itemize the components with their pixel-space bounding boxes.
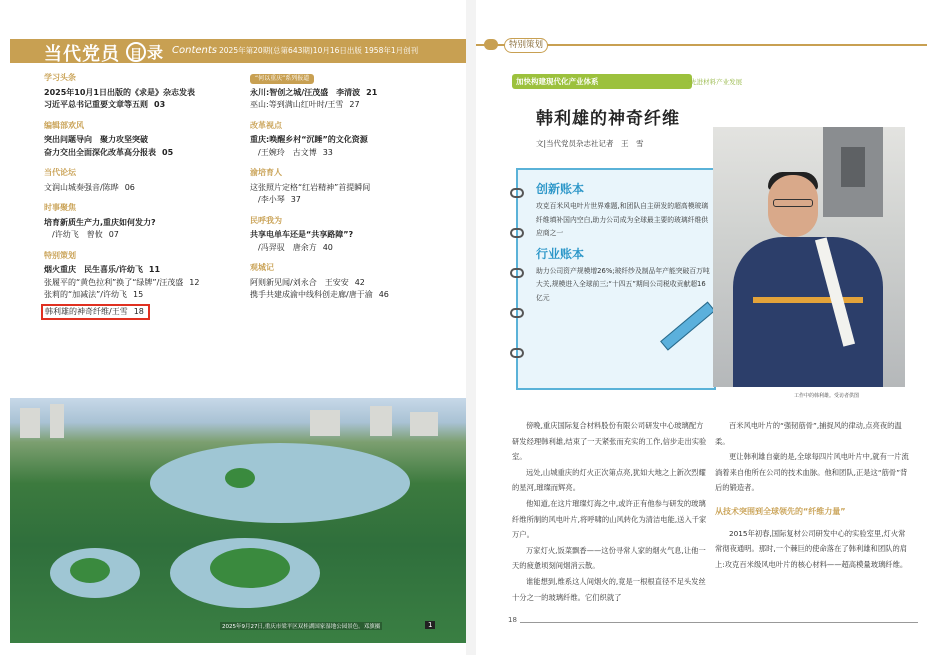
article-byline: 文|当代党员杂志社记者 王 雪 xyxy=(536,139,644,148)
photo-glasses xyxy=(773,199,813,207)
toc-entry-page: 05 xyxy=(162,147,174,157)
notebook-ring-icon xyxy=(510,228,524,238)
body-paragraph: 更让韩利雄自豪的是,全球每四片风电叶片中,就有一片流淌着来自他所在公司的技术血脉。他和团队,正是这“筋骨”背后的锻造者。 xyxy=(715,452,909,493)
toc-header xyxy=(10,39,466,63)
toc-entry-page: 42 xyxy=(354,277,365,287)
page-number-right: 18 xyxy=(508,616,520,624)
toc-entry-title: 韩利雄的神奇纤维/王雪 xyxy=(45,306,128,316)
photo-caption: 2025年9月27日,重庆市梁平区双桂湖国家湿地公园景色。邓旗摄 xyxy=(222,624,381,630)
toc-entry-title: 突出问题导向 聚力攻坚突破 xyxy=(44,135,148,144)
toc-column-left xyxy=(44,72,244,320)
toc-entry[interactable] xyxy=(250,147,450,160)
photo-machine-part xyxy=(841,147,865,187)
body-paragraph: 他知道,在这片璀璨灯海之中,或许正有他参与研发的玻璃纤维所制的风电叶片,将呼啸的山风转化为清洁电能,送入千家万户。 xyxy=(512,498,707,540)
section-tag: 特别策划 xyxy=(504,38,548,53)
toc-entry[interactable] xyxy=(44,217,244,230)
toc-entry-title: 张莉的“加减法”/许幼飞 xyxy=(44,290,127,299)
notebook-content xyxy=(536,180,712,305)
toc-entry-highlighted[interactable] xyxy=(41,304,150,321)
ledger-notebook xyxy=(516,168,716,390)
toc-entry-title: /许幼飞 曾攸 xyxy=(44,230,103,239)
toc-entry-page: 40 xyxy=(322,242,333,252)
photo-island xyxy=(210,548,290,588)
page-gutter xyxy=(466,0,476,655)
toc-section-heading: 民呼我为 xyxy=(250,215,282,225)
toc-entry[interactable] xyxy=(44,99,244,112)
notebook-ring-icon xyxy=(510,268,524,278)
magazine-title: 当代党员 xyxy=(44,44,120,65)
toc-entry-title: 共享电单车还是“共享路障”? xyxy=(250,230,354,239)
toc-entry[interactable] xyxy=(44,182,244,195)
portrait-photo xyxy=(713,127,905,387)
article-subhead: 从技术突围到全球领先的“纤维力量” xyxy=(715,506,846,516)
toc-entry[interactable] xyxy=(250,99,450,112)
toc-entry[interactable] xyxy=(44,277,244,290)
toc-entry[interactable] xyxy=(44,87,244,100)
photo-building xyxy=(310,410,340,436)
toc-section-heading: 学习头条 xyxy=(44,73,76,82)
toc-entry-page: 33 xyxy=(322,147,333,157)
body-paragraph: 傍晚,重庆国际复合材料股份有限公司研发中心玻璃配方研发经理韩利雄,结束了一天紧张而充实的工作,信步走出实验室。 xyxy=(512,421,707,462)
toc-entry[interactable] xyxy=(250,289,450,302)
toc-entry-title: 培育新质生产力,重庆如何发力? xyxy=(44,217,156,227)
article-page xyxy=(476,0,927,655)
ledger-heading-industry: 行业账本 xyxy=(536,246,585,261)
article-title: 韩利雄的神奇纤维 xyxy=(536,109,680,129)
cover-photo-wetland xyxy=(10,398,466,643)
footer-rule xyxy=(508,622,918,623)
toc-entry-title: /王婉玲 古文博 xyxy=(250,147,317,157)
body-paragraph: 百米风电叶片的“强韧筋骨”,捕捉风的律动,点亮夜的温柔。 xyxy=(715,421,902,446)
toc-entry-page: 12 xyxy=(189,277,200,287)
toc-label-lu: 录 xyxy=(147,43,164,62)
toc-entry[interactable] xyxy=(250,242,450,255)
toc-entry-title: /冯羿驭 唐余方 xyxy=(250,242,317,252)
toc-entry-page: 37 xyxy=(290,195,301,204)
photo-lake xyxy=(150,443,410,523)
body-paragraph: 远处,山城重庆的灯火正次第点亮,犹如大地之上新次烈耀的星河,璀璨而辉亮。 xyxy=(512,467,706,493)
toc-entry-title: 阿则新见闻/刘永合 王安安 xyxy=(250,277,349,287)
body-paragraph: 2015年初春,国际复材公司研发中心的实验室里,灯火常常彻夜通明。那时,一个棘巨的使命落在了韩利雄和团队的肩上:攻克百米级风电叶片的核心材料——超高模量玻璃纤维。 xyxy=(715,528,908,569)
toc-label xyxy=(126,40,163,63)
toc-entry-page: 06 xyxy=(124,182,135,192)
toc-section-heading: 特别策划 xyxy=(44,250,76,260)
series-tag-row xyxy=(250,72,450,85)
ledger-text-industry: 助力公司资产规模增26%;玻纤纱及制品年产能突破百万吨大关,规模进入全球前三;“十四五”期间公司税收贡献超16亿元 xyxy=(536,266,710,302)
topic-subtitle: ·先进材料产业发展 xyxy=(688,78,743,86)
toc-entry-title: 巫山:等到满山红叶时/王雪 xyxy=(250,100,344,109)
header-ornament xyxy=(484,39,498,50)
toc-section-heading: 时事聚焦 xyxy=(44,203,76,212)
toc-entry-title: 文润山城奏强音/陈晔 xyxy=(44,182,119,192)
toc-entry-page: 21 xyxy=(366,87,378,97)
toc-section-heading: 渝培育人 xyxy=(250,168,282,177)
topic-band-text: 加快构建现代化产业体系 xyxy=(516,77,599,86)
body-paragraph: 万家灯火,饭菜飘香——这份寻常人家的烟火气息,让他一天的疲惫顷刻间烟消云散。 xyxy=(512,545,706,571)
toc-entry[interactable] xyxy=(250,229,450,242)
portrait-caption: 工作中的韩利雄。受访者供图 xyxy=(794,393,860,399)
toc-entry[interactable] xyxy=(250,134,450,147)
toc-label-mu: 目 xyxy=(126,42,146,62)
toc-entry-title: 永川:智创之城/汪茂盛 李清波 xyxy=(250,87,361,97)
ledger-heading-innovation: 创新账本 xyxy=(536,182,585,196)
photo-uniform-stripe xyxy=(753,297,863,303)
body-column-left xyxy=(512,418,708,605)
toc-entry[interactable] xyxy=(250,87,450,100)
photo-person-body xyxy=(733,237,883,387)
toc-entry[interactable] xyxy=(44,147,244,160)
toc-section-heading: 改革视点 xyxy=(250,120,282,130)
contents-label: Contents xyxy=(172,45,217,56)
toc-entry-title: 奋力交出全面深化改革高分报表 xyxy=(44,147,156,157)
toc-entry-title: /李小琴 xyxy=(250,195,285,204)
body-column-right xyxy=(715,418,911,572)
toc-entry-page: 27 xyxy=(349,100,360,109)
toc-entry-title: 习近平总书记重要文章等五则 xyxy=(44,100,148,109)
toc-entry[interactable] xyxy=(44,264,244,277)
toc-entry[interactable] xyxy=(250,194,450,207)
toc-column-right xyxy=(250,72,450,302)
toc-entry-title: 携手共建成渝中线科创走廊/唐于渝 xyxy=(250,290,373,299)
photo-building xyxy=(50,404,64,438)
toc-entry-page: 11 xyxy=(148,265,161,274)
toc-section-heading: 观城记 xyxy=(250,263,274,272)
photo-building xyxy=(20,408,40,438)
toc-entry-page: 15 xyxy=(132,290,144,299)
notebook-ring-icon xyxy=(510,308,524,318)
toc-entry-page: 18 xyxy=(133,306,144,316)
toc-entry[interactable] xyxy=(44,134,244,147)
photo-building xyxy=(410,412,438,436)
toc-section-heading: 当代论坛 xyxy=(44,168,76,177)
photo-island xyxy=(225,468,255,488)
toc-entry[interactable] xyxy=(44,229,244,242)
toc-entry-title: 烟火重庆 民生喜乐/许幼飞 xyxy=(44,265,143,274)
toc-entry-title: 张履平的“黄色拉利”换了“绿牌”/汪茂盛 xyxy=(44,277,184,287)
toc-entry[interactable] xyxy=(44,289,244,302)
toc-entry[interactable] xyxy=(250,182,450,195)
topic-band xyxy=(512,74,692,89)
issue-info: 2025年第20期(总第643期)10月16日出版 1958年1月创刊 xyxy=(219,46,419,55)
ledger-text-innovation: 攻克百米风电叶片世界难题,和团队自主研发的超高模玻璃纤维填补国内空白,助力公司成为全球最主要的玻璃纤维供应商之一 xyxy=(536,202,709,237)
body-paragraph: 谁能想到,维系这人间烟火的,竟是一根根直径不足头发丝十分之一的玻璃纤维。它们织就了 xyxy=(512,576,706,602)
toc-entry-title: 重庆:唤醒乡村“沉睡”的文化资源 xyxy=(250,135,368,144)
page-number-left: 1 xyxy=(425,621,435,629)
toc-section-heading: 编辑部欢风 xyxy=(44,120,84,130)
toc-entry-page: 46 xyxy=(378,290,389,299)
series-tag: “何以重庆”系列报道 xyxy=(250,74,314,84)
notebook-ring-icon xyxy=(510,348,524,358)
toc-entry-title: 2025年10月1日出版的《求是》杂志发表 xyxy=(44,87,195,97)
toc-entry[interactable] xyxy=(250,277,450,290)
photo-island xyxy=(70,558,110,583)
notebook-ring-icon xyxy=(510,188,524,198)
photo-building xyxy=(370,406,392,436)
toc-entry-title: 这张照片定格“红岩精神”首提瞬间 xyxy=(250,182,371,192)
toc-entry-page: 07 xyxy=(108,230,119,239)
toc-entry-page: 03 xyxy=(154,100,166,109)
